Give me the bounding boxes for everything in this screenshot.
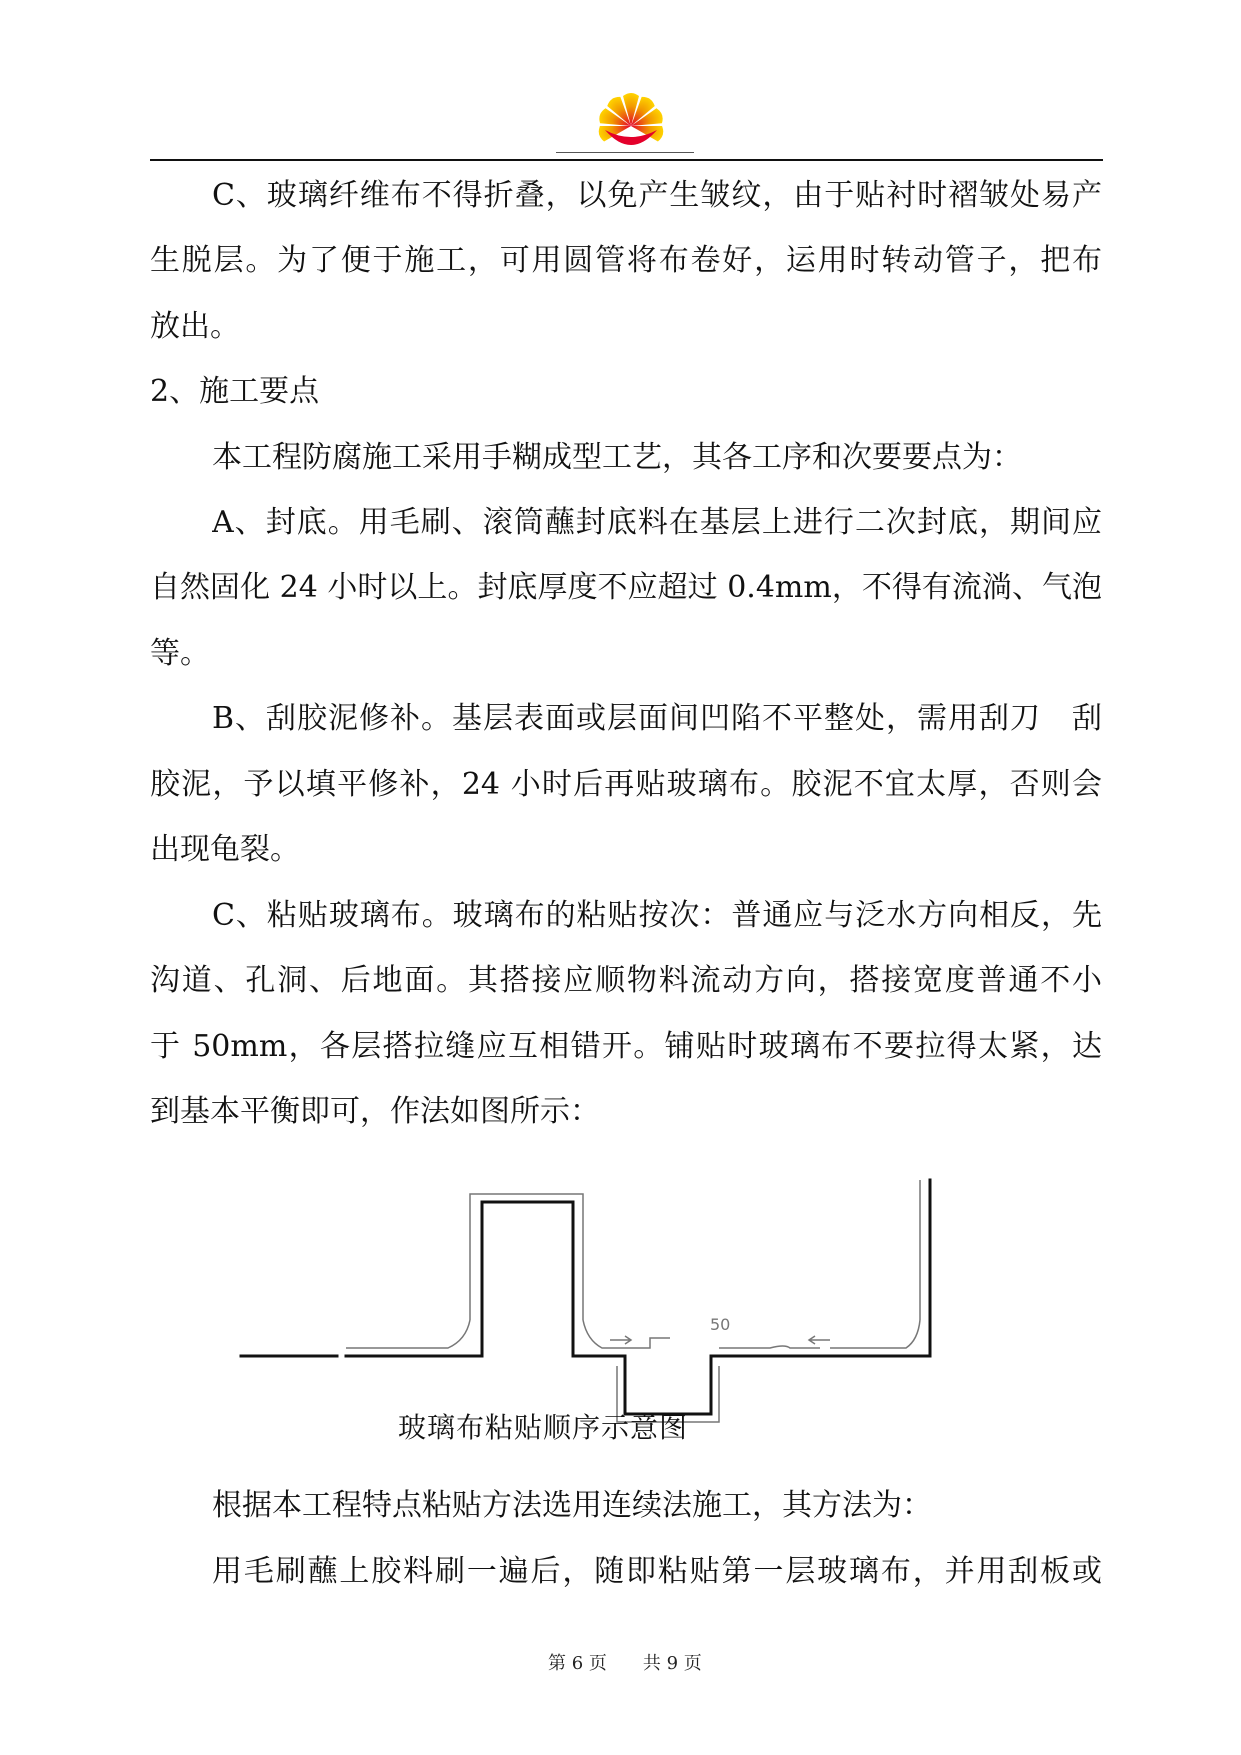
text-line: 自然固化 24 小时以上。封底厚度不应超过 0.4mm，不得有流淌、气泡 <box>150 570 1102 605</box>
text-line: 本工程防腐施工采用手糊成型工艺，其各工序和次要要点为： <box>212 440 1022 475</box>
cloth-layer <box>830 1320 920 1348</box>
glass-cloth-sequence-diagram <box>230 1170 950 1440</box>
logo-underline <box>556 152 694 153</box>
cloth-layer <box>719 1346 820 1348</box>
section-heading: 2、施工要点 <box>150 374 320 409</box>
page-footer <box>548 1652 702 1676</box>
cloth-layer <box>470 1194 583 1320</box>
text-line: A、封底。用毛刷、滚筒蘸封底料在基层上进行二次封底，期间应 <box>212 505 1102 540</box>
cloth-layer <box>625 1338 670 1348</box>
text-line: 于 50mm，各层搭拉缝应互相错开。铺贴时玻璃布不要拉得太紧，达 <box>150 1029 1102 1064</box>
text-line: 沟道、孔洞、后地面。其搭接应顺物料流动方向，搭接宽度普通不小 <box>150 963 1102 998</box>
text-line: 放出。 <box>150 309 240 344</box>
page-number: 第 6 页 <box>548 1653 607 1674</box>
header-rule <box>150 159 1103 161</box>
text-line: 出现龟裂。 <box>150 832 300 867</box>
text-line: 生脱层。为了便于施工，可用圆管将布卷好，运用时转动管子，把布 <box>150 243 1102 278</box>
profile-line <box>346 1180 930 1414</box>
petrochina-logo-icon <box>585 86 677 154</box>
page-total: 共 9 页 <box>642 1653 702 1674</box>
text-line: B、刮胶泥修补。基层表面或层面间凹陷不平整处，需用刮刀 刮 <box>212 701 1102 736</box>
cloth-layer <box>583 1320 625 1348</box>
cloth-layer <box>346 1320 470 1348</box>
arrow-right-icon <box>610 1336 631 1344</box>
text-line: C、玻璃纤维布不得折叠，以免产生皱纹，由于贴衬时褶皱处易产 <box>212 178 1102 213</box>
figure-caption: 玻璃布粘贴顺序示意图 <box>398 1411 689 1444</box>
text-line: 到基本平衡即可，作法如图所示： <box>150 1094 600 1129</box>
text-line: 等。 <box>150 636 210 671</box>
arrow-left-icon <box>809 1336 830 1344</box>
text-line: 根据本工程特点粘贴方法选用连续法施工，其方法为： <box>212 1488 932 1523</box>
text-line: 用毛刷蘸上胶料刷一遍后，随即粘贴第一层玻璃布，并用刮板或 <box>212 1554 1102 1589</box>
text-line: 胶泥，予以填平修补，24 小时后再贴玻璃布。胶泥不宜太厚，否则会 <box>150 767 1102 802</box>
text-line: C、粘贴玻璃布。玻璃布的粘贴按次：普通应与泛水方向相反，先 <box>212 898 1102 933</box>
dimension-label: 50 <box>710 1315 731 1334</box>
